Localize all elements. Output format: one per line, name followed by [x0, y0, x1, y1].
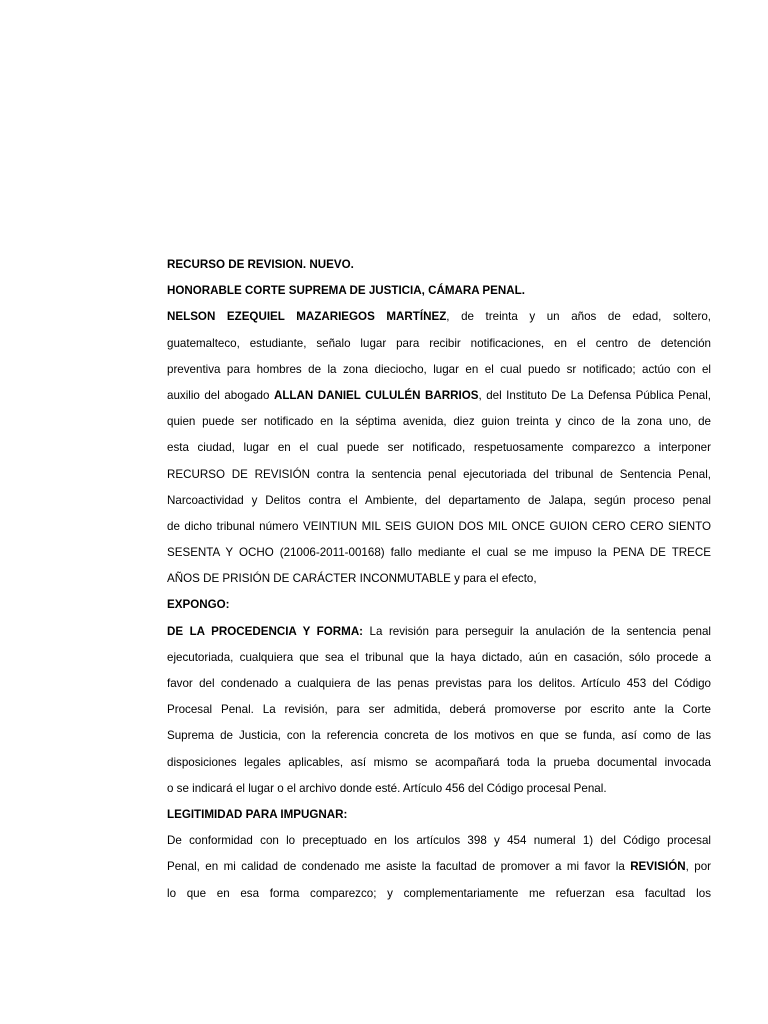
procedencia-line: disposiciones legales aplicables, así mismo se acompañará toda la prueba documental invocada — [167, 755, 711, 769]
legitimidad-line: lo que en esa forma comparezco; y complementariamente me refuerzan esa facultad los — [167, 886, 711, 900]
legitimidad-line — [167, 854, 711, 880]
intro-line: preventiva para hombres de la zona dieciocho, lugar en el cual puedo sr notificado; actúo con el — [167, 362, 711, 376]
intro-line: RECURSO DE REVISIÓN contra la sentencia penal ejecutoriada del tribunal de Sentencia Penal, — [167, 467, 711, 481]
intro-line: de dicho tribunal número VEINTIUN MIL SEIS GUION DOS MIL ONCE GUION CERO CERO SIENTO — [167, 519, 711, 533]
intro-text: , del Instituto De La Defensa Pública Penal, — [478, 388, 712, 402]
intro-line: AÑOS DE PRISIÓN DE CARÁCTER INCONMUTABLE y para el efecto, — [167, 572, 537, 586]
intro-line: Narcoactividad y Delitos contra el Ambiente, del departamento de Jalapa, según proceso penal — [167, 493, 711, 507]
document-body — [167, 252, 711, 907]
document-title: RECURSO DE REVISION. NUEVO. — [167, 258, 354, 271]
intro-text: auxilio del abogado — [167, 388, 274, 402]
procedencia-line — [167, 619, 711, 645]
procedencia-line: Procesal Penal. La revisión, para ser admitida, deberá promoverse por escrito ante la Corte — [167, 703, 711, 717]
intro-line: esta ciudad, lugar en el cual puede ser notificado, respetuosamente comparezco a interponer — [167, 441, 711, 455]
procedencia-line: Suprema de Justicia, con la referencia concreta de los motivos en que se funda, así como de las — [167, 729, 711, 743]
intro-line — [167, 383, 711, 409]
petitioner-name: NELSON EZEQUIEL MAZARIEGOS MARTÍNEZ — [167, 310, 447, 324]
legitimidad-text: , por — [685, 860, 711, 874]
procedencia-text: La revisión para perseguir la anulación de la sentencia penal — [363, 624, 711, 638]
legitimidad-heading: LEGITIMIDAD PARA IMPUGNAR: — [167, 807, 348, 821]
intro-line: guatemalteco, estudiante, señalo lugar para recibir notificaciones, en el centro de detención — [167, 336, 711, 350]
intro-line — [167, 304, 711, 330]
intro-line: SESENTA Y OCHO (21006-2011-00168) fallo mediante el cual se me impuso la PENA DE TRECE — [167, 546, 711, 560]
attorney-name: ALLAN DANIEL CULULÉN BARRIOS — [273, 388, 479, 402]
legitimidad-line: De conformidad con lo preceptuado en los artículos 398 y 454 numeral 1) del Código procesal — [167, 834, 711, 848]
intro-line: quien puede ser notificado en la séptima avenida, diez guion treinta y cinco de la zona uno, de — [167, 415, 711, 429]
procedencia-line: favor del condenado a cualquiera de las penas previstas para los delitos. Artículo 453 del Código — [167, 677, 711, 690]
intro-text: , de treinta y un años de edad, soltero, — [446, 310, 711, 324]
addressee-heading: HONORABLE CORTE SUPREMA DE JUSTICIA, CÁMARA PENAL. — [167, 284, 525, 298]
procedencia-line: ejecutoriada, cualquiera que sea el tribunal que la haya dictado, aún en casación, sólo procede a — [167, 650, 711, 664]
procedencia-line: o se indicará el lugar o el archivo donde esté. Artículo 456 del Código procesal Penal. — [167, 781, 607, 795]
revision-term: REVISIÓN — [630, 860, 686, 874]
legitimidad-text: Penal, en mi calidad de condenado me asiste la facultad de promover a mi favor la — [167, 860, 631, 874]
expongo-heading: EXPONGO: — [167, 598, 230, 612]
procedencia-heading: DE LA PROCEDENCIA Y FORMA: — [167, 624, 364, 638]
